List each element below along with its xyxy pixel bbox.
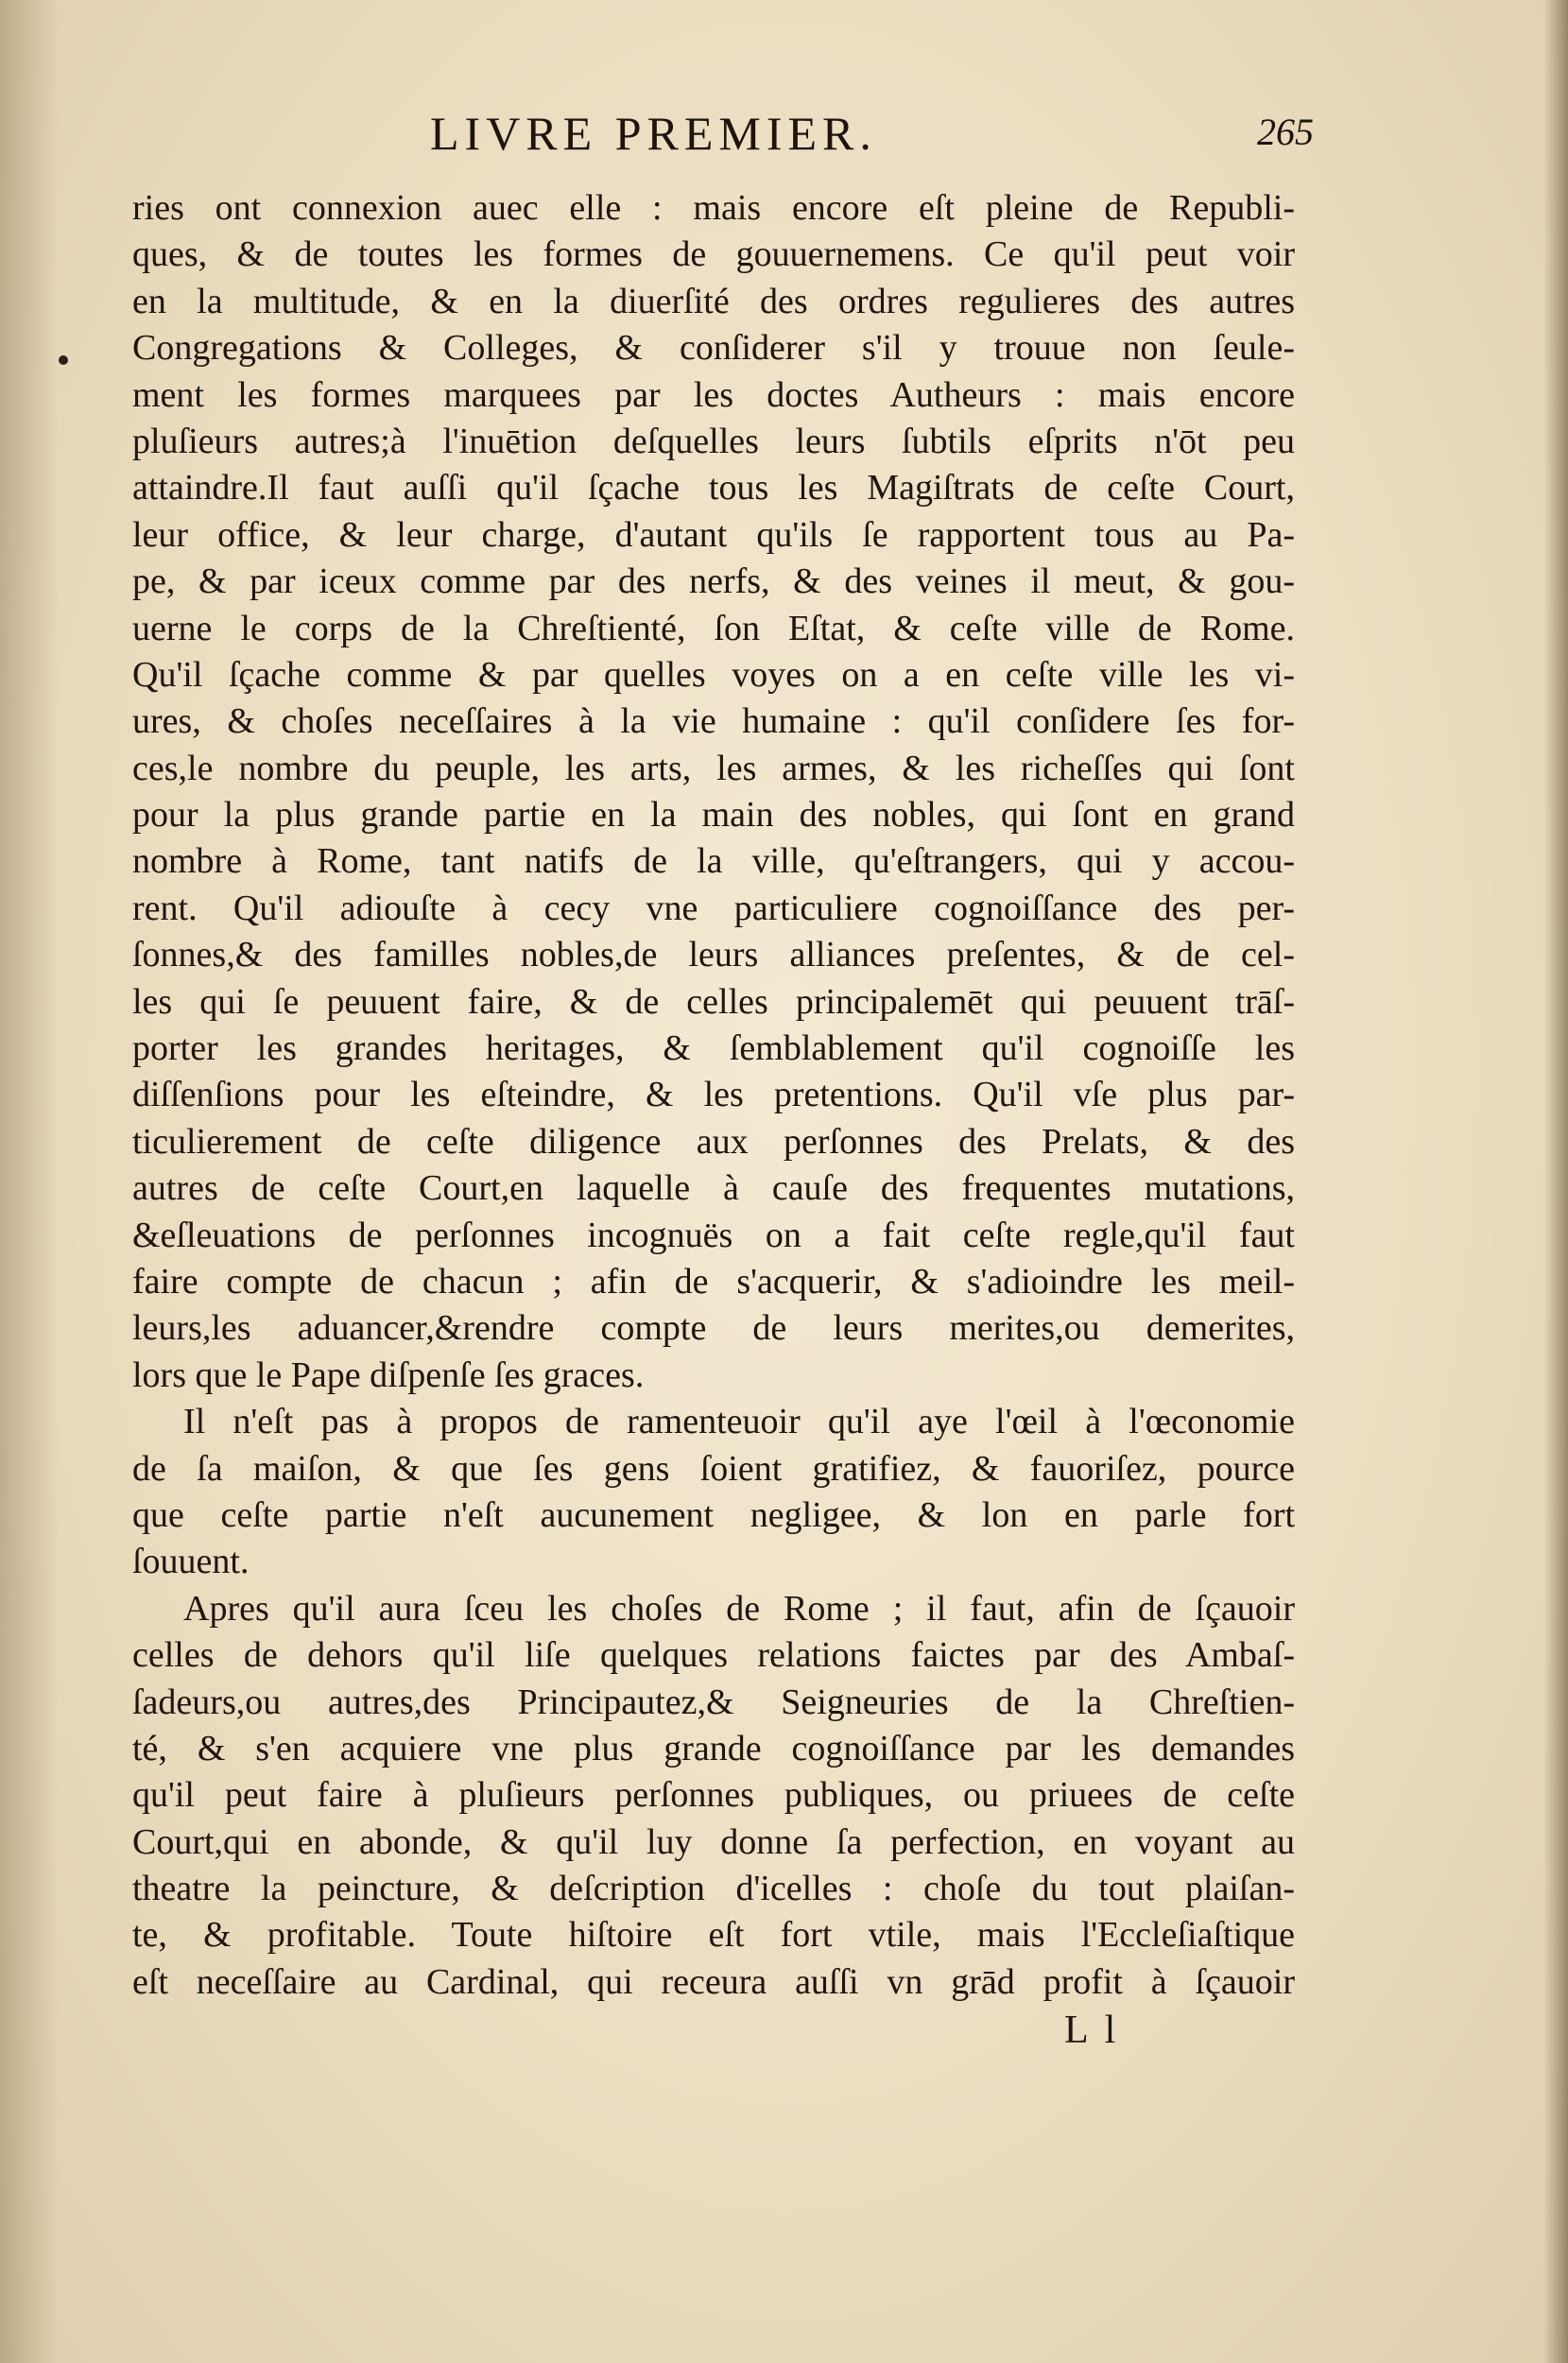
- text-line: pluſieurs autres;à l'inuētion deſquelles leurs ſubtils eſprits n'ōt peu: [132, 421, 1295, 461]
- text-line: en la multitude, & en la diuerſité des ordres regulieres des autres: [132, 281, 1295, 321]
- text-line: ques, & de toutes les formes de gouuernemens. Ce qu'il peut voir: [132, 234, 1295, 275]
- text-line: leur office, & leur charge, d'autant qu'ils ſe rapportent tous au Pa-: [132, 514, 1295, 555]
- text-line: que ceſte partie n'eſt aucunement negligee, & lon en parle fort: [132, 1494, 1295, 1535]
- text-line: Il n'eſt pas à propos de ramenteuoir qu'il aye l'œil à l'œconomie: [183, 1402, 1295, 1442]
- text-line: les qui ſe peuuent faire, & de celles principalemēt qui peuuent trāſ-: [132, 981, 1295, 1022]
- text-line: pe, & par iceux comme par des nerfs, & des veines il meut, & gou-: [132, 561, 1295, 602]
- text-line: &eſleuations de perſonnes incognuës on a fait ceſte regle,qu'il faut: [132, 1215, 1295, 1255]
- page-gutter-shadow: [0, 0, 57, 2363]
- margin-dot: [59, 355, 68, 365]
- text-line: Congregations & Colleges, & conſiderer s'il y trouue non ſeule-: [132, 328, 1295, 369]
- text-line: porter les grandes heritages, & ſemblablement qu'il cognoiſſe les: [132, 1028, 1295, 1069]
- page-edge-shadow: [1543, 0, 1568, 2363]
- text-line: nombre à Rome, tant natifs de la ville, qu'eſtrangers, qui y accou-: [132, 841, 1295, 882]
- text-line: diſſenſions pour les eſteindre, & les pretentions. Qu'il vſe plus par-: [132, 1075, 1295, 1115]
- text-line: ces,le nombre du peuple, les arts, les armes, & les richeſſes qui ſont: [132, 748, 1295, 788]
- text-line: lors que le Pape diſpenſe ſes graces.: [132, 1354, 645, 1395]
- page-header: [132, 106, 1314, 172]
- text-line: faire compte de chacun ; afin de s'acquerir, & s'adioindre les meil-: [132, 1261, 1295, 1302]
- text-line: pour la plus grande partie en la main des nobles, qui ſont en grand: [132, 795, 1295, 836]
- text-line: de ſa maiſon, & que ſes gens ſoient gratifiez, & fauoriſez, pource: [132, 1448, 1295, 1489]
- text-line: theatre la peincture, & deſcription d'icelles : choſe du tout plaiſan-: [132, 1869, 1295, 1909]
- text-line: ment les formes marquees par les doctes Autheurs : mais encore: [132, 374, 1295, 415]
- text-line: autres de ceſte Court,en laquelle à cauſe des frequentes mutations,: [132, 1168, 1295, 1209]
- text-line: ſadeurs,ou autres,des Principautez,& Seigneuries de la Chreſtien-: [132, 1682, 1295, 1722]
- text-line: te, & profitable. Toute hiſtoire eſt fort vtile, mais l'Eccleſiaſtique: [132, 1915, 1295, 1956]
- text-line: leurs,les aduancer,&rendre compte de leurs merites,ou demerites,: [132, 1308, 1295, 1349]
- running-title: LIVRE PREMIER.: [430, 107, 877, 160]
- body-text: [132, 185, 1295, 2006]
- text-line: qu'il peut faire à pluſieurs perſonnes publiques, ou priuees de ceſte: [132, 1775, 1295, 1816]
- text-line: eſt neceſſaire au Cardinal, qui receura auſſi vn grād profit à ſçauoir: [132, 1961, 1295, 2002]
- text-line: ures, & choſes neceſſaires à la vie humaine : qu'il conſidere ſes for-: [132, 701, 1295, 742]
- folio-number: 265: [1257, 111, 1314, 153]
- text-line: ſonnes,& des familles nobles,de leurs alliances preſentes, & de cel-: [132, 935, 1295, 975]
- text-line: Court,qui en abonde, & qu'il luy donne ſa perfection, en voyant au: [132, 1821, 1295, 1862]
- text-line: celles de dehors qu'il liſe quelques relations faictes par des Ambaſ-: [132, 1635, 1295, 1676]
- text-line: Apres qu'il aura ſceu les choſes de Rome ; il faut, afin de ſçauoir: [183, 1588, 1295, 1629]
- text-line: ticulierement de ceſte diligence aux perſonnes des Prelats, & des: [132, 1121, 1295, 1162]
- text-line: ſouuent.: [132, 1542, 250, 1582]
- text-line: uerne le corps de la Chreſtienté, ſon Eſtat, & ceſte ville de Rome.: [132, 608, 1295, 648]
- text-line: attaindre.Il faut auſſi qu'il ſçache tous les Magiſtrats de ceſte Court,: [132, 468, 1295, 509]
- text-line: té, & s'en acquiere vne plus grande cognoiſſance par les demandes: [132, 1728, 1295, 1768]
- text-line: ries ont connexion auec elle : mais encore eſt pleine de Republi-: [132, 188, 1295, 228]
- signature-mark: L l: [1064, 2009, 1120, 2052]
- text-line: Qu'il ſçache comme & par quelles voyes on a en ceſte ville les vi-: [132, 654, 1295, 695]
- text-line: rent. Qu'il adiouſte à cecy vne particuliere cognoiſſance des per-: [132, 888, 1295, 928]
